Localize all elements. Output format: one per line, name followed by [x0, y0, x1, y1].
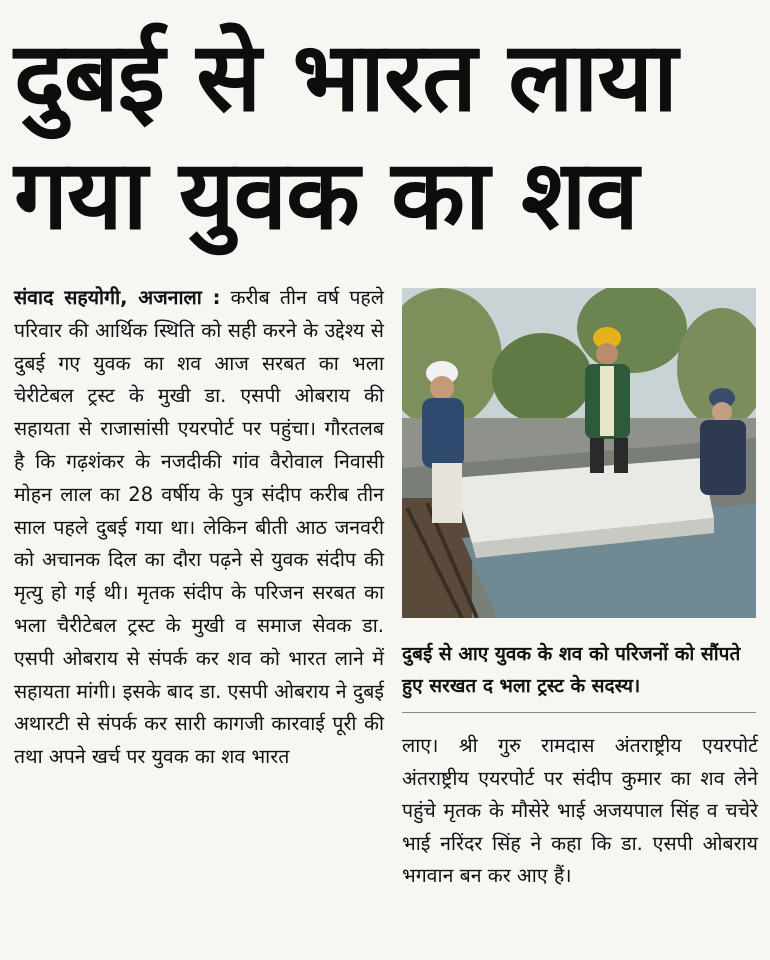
- headline-line-1: दुबई से भारत लाया: [14, 21, 677, 133]
- article-body-left-column: [14, 282, 384, 774]
- article-body-right-column: [402, 730, 758, 893]
- body-text-right: लाए। श्री गुरु रामदास अंतराष्ट्रीय एयरपोर्ट अंतराष्ट्रीय एयरपोर्ट पर संदीप कुमार का शव लेने पहुंचे मृतक के मौसेरे भाई अजयपाल सिंह व चचेरे भाई नरिंदर सिंह ने कहा कि डा. एसपी ओबराय भगवान बन कर आए हैं।: [402, 734, 758, 887]
- byline: संवाद सहयोगी, अजनाला :: [14, 286, 221, 309]
- article-paragraph-left: [14, 282, 384, 774]
- news-photo: [402, 288, 756, 618]
- body-text-left: करीब तीन वर्ष पहले परिवार की आर्थिक स्थिति को सही करने के उद्देश्य से दुबई गए युवक का शव आज सरबत का भला चेरीटेबल ट्रस्ट के मुखी डा. एसपी ओबराय की सहायता से राजासांसी एयरपोर्ट पर पहुंचा। गौरतलब है कि गढ़शंकर के नजदीकी गांव वैरोवाल निवासी मोहन लाल का 28 वर्षीय के पुत्र संदीप करीब तीन साल पहले दुबई गया था। लेकिन बीती आठ जनवरी को अचानक दिल का दौरा पढ़ने से युवक संदीप की मृत्यु हो गई थी। मृतक संदीप के परिजन सरबत का भला चैरीटेबल ट्रस्ट के मुखी व समाज सेवक डा. एसपी ओबराय से संपर्क कर शव को भारत लाने में सहायता मांगी। इसके बाद डा. एसपी ओबराय ने दुबई अथारटी से संपर्क कर सारी कागजी कारवाई पूरी की तथा अपने खर्च पर युवक का शव भारत: [14, 286, 384, 769]
- headline: [14, 18, 764, 254]
- headline-line-2: गया युवक का शव: [14, 139, 638, 251]
- photo-caption: दुबई से आए युवक के शव को परिजनों को सौंपते हुए सरखत द भला ट्रस्ट के सदस्य।: [402, 643, 741, 697]
- caption-divider: [402, 712, 756, 713]
